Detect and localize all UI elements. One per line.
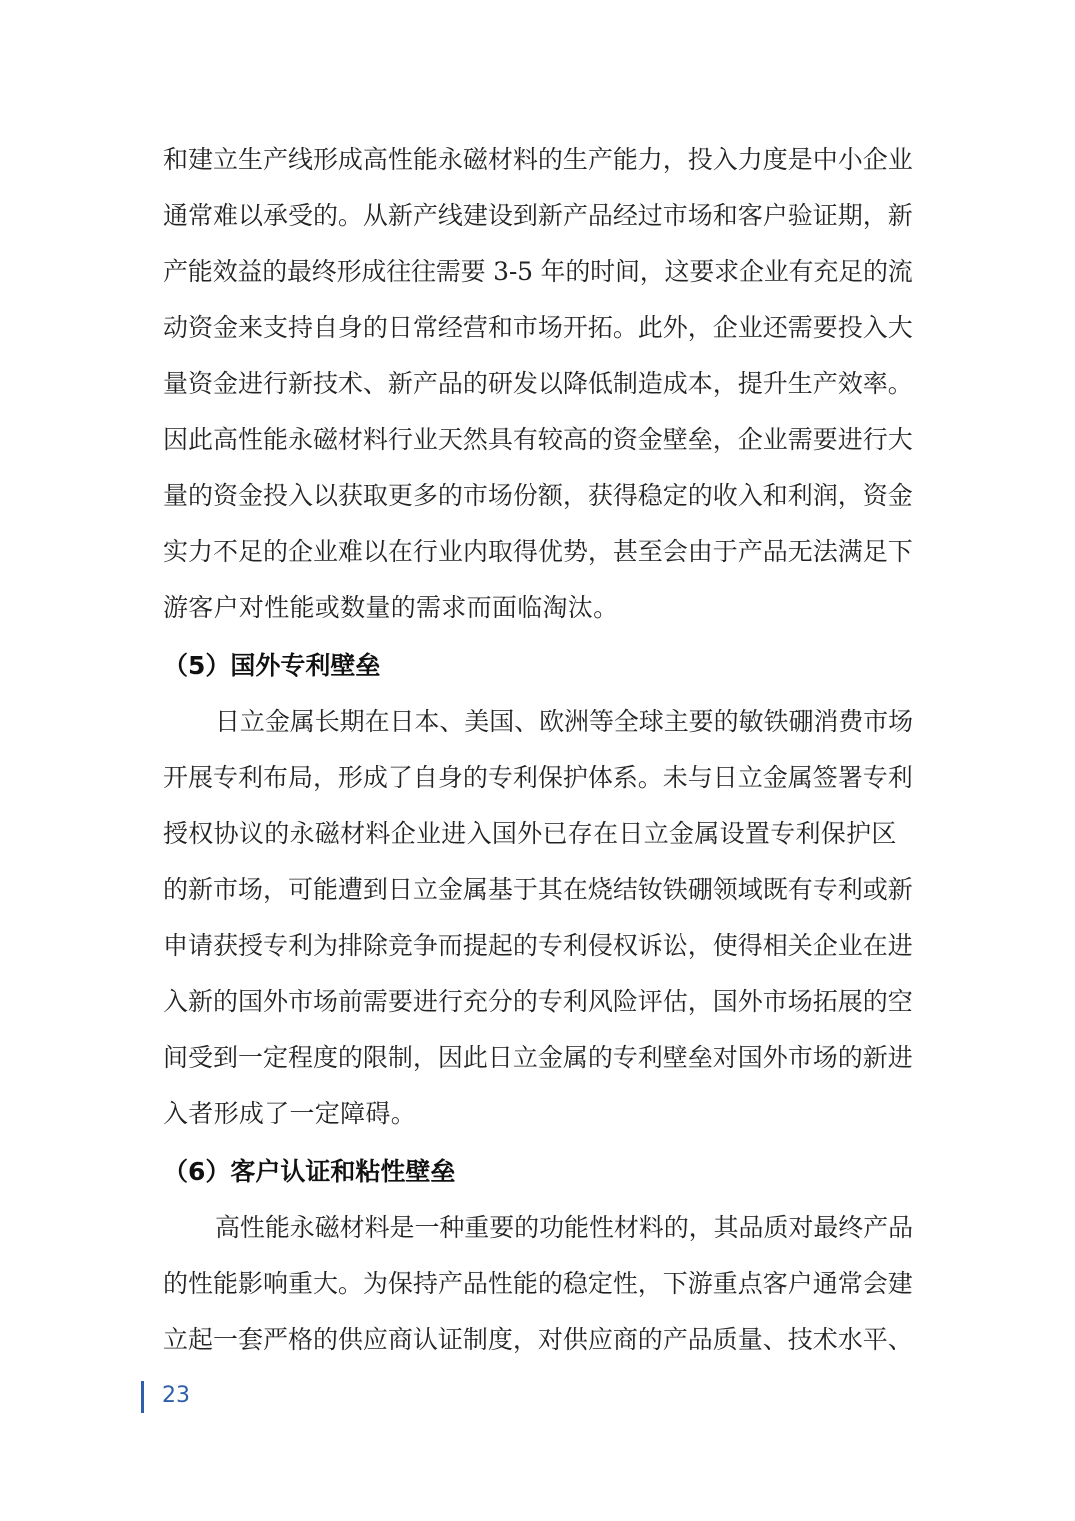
paragraph-line: 量资金进行新技术、新产品的研发以降低制造成本，提升生产效率。 xyxy=(163,369,913,398)
paragraph-line: 因此高性能永磁材料行业天然具有较高的资金壁垒，企业需要进行大 xyxy=(163,425,913,454)
page-number: 23 xyxy=(162,1383,190,1408)
paragraph-line: 的性能影响重大。为保持产品性能的稳定性，下游重点客户通常会建 xyxy=(163,1269,913,1298)
paragraph-line: 高性能永磁材料是一种重要的功能性材料的，其品质对最终产品 xyxy=(215,1213,914,1242)
page-number-marker xyxy=(141,1381,144,1413)
paragraph-line: 入新的国外市场前需要进行充分的专利风险评估，国外市场拓展的空 xyxy=(163,987,913,1016)
paragraph-line: 游客户对性能或数量的需求而面临淘汰。 xyxy=(163,593,619,622)
paragraph-line: 产能效益的最终形成往往需要 3-5 年的时间，这要求企业有充足的流 xyxy=(163,257,913,286)
paragraph-line: 通常难以承受的。从新产线建设到新产品经过市场和客户验证期，新 xyxy=(163,201,913,230)
paragraph-line: 日立金属长期在日本、美国、欧洲等全球主要的敏铁硼消费市场 xyxy=(215,707,914,736)
section-heading-customer-certification-barrier: （6）客户认证和粘性壁垒 xyxy=(163,1157,456,1186)
paragraph-line: 立起一套严格的供应商认证制度，对供应商的产品质量、技术水平、 xyxy=(163,1325,913,1354)
paragraph-line: 申请获授专利为排除竞争而提起的专利侵权诉讼，使得相关企业在进 xyxy=(163,931,913,960)
section-heading-foreign-patent-barrier: （5）国外专利壁垒 xyxy=(163,651,381,680)
paragraph-line: 开展专利布局，形成了自身的专利保护体系。未与日立金属签署专利 xyxy=(163,763,913,792)
paragraph-line: 授权协议的永磁材料企业进入国外已存在日立金属设置专利保护区 xyxy=(163,819,897,848)
paragraph-line: 动资金来支持自身的日常经营和市场开拓。此外，企业还需要投入大 xyxy=(163,313,913,342)
paragraph-line: 实力不足的企业难以在行业内取得优势，甚至会由于产品无法满足下 xyxy=(163,537,913,566)
paragraph-line: 量的资金投入以获取更多的市场份额，获得稳定的收入和利润，资金 xyxy=(163,481,913,510)
paragraph-line: 和建立生产线形成高性能永磁材料的生产能力，投入力度是中小企业 xyxy=(163,145,913,174)
paragraph-line: 入者形成了一定障碍。 xyxy=(163,1099,417,1128)
paragraph-line: 间受到一定程度的限制，因此日立金属的专利壁垒对国外市场的新进 xyxy=(163,1043,913,1072)
paragraph-line: 的新市场，可能遭到日立金属基于其在烧结钕铁硼领域既有专利或新 xyxy=(163,875,913,904)
